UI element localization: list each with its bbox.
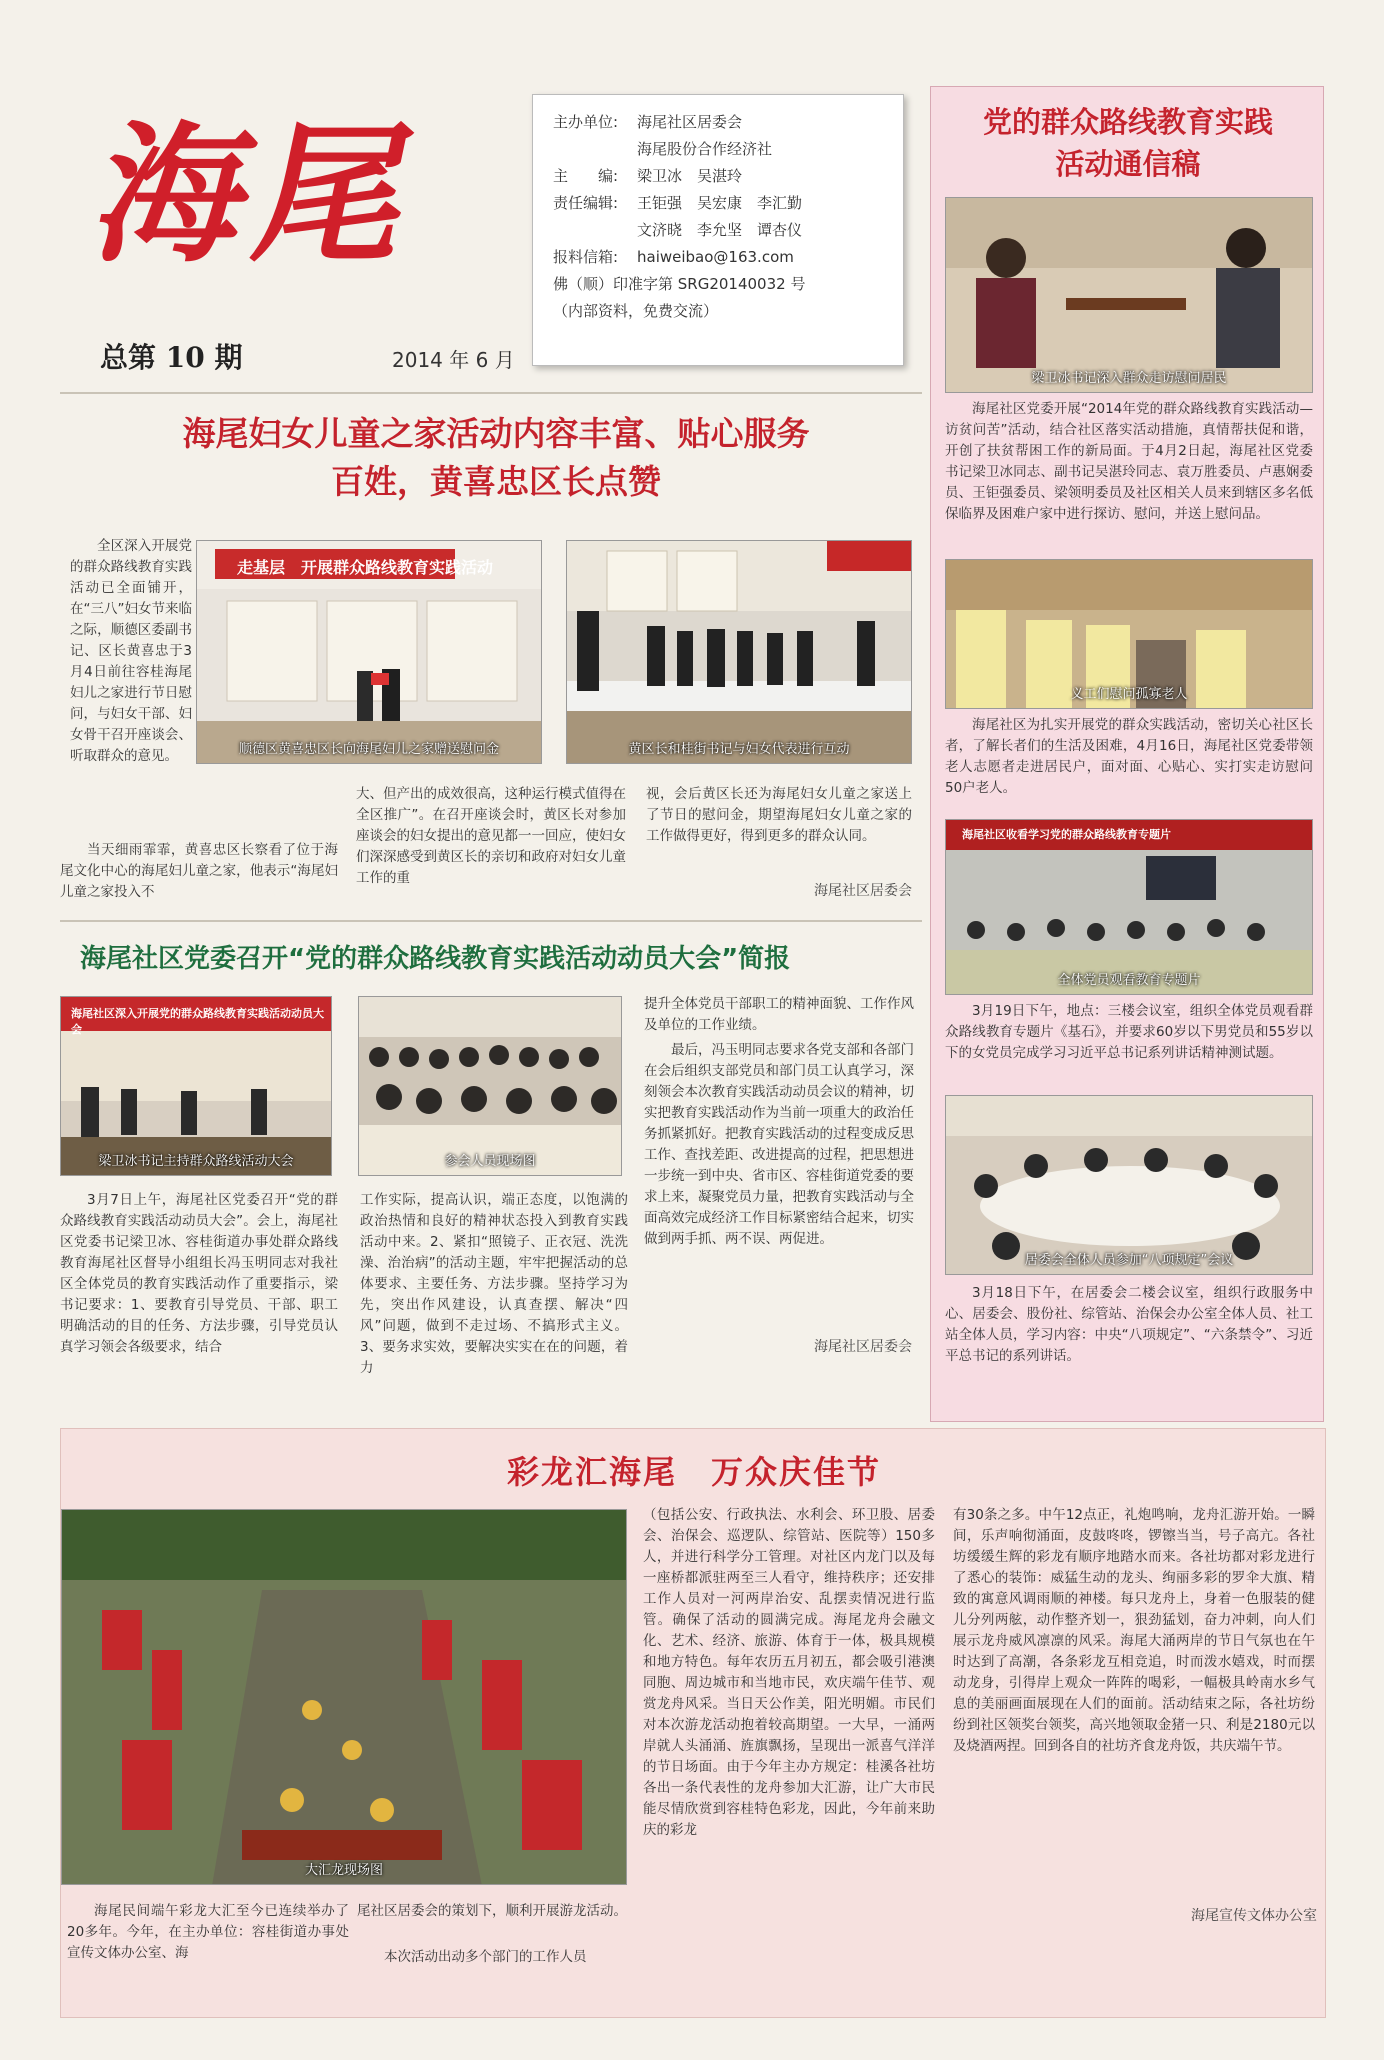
photo-caption: 梁卫冰书记深入群众走访慰问居民 — [1031, 371, 1227, 386]
article2-headline: 海尾社区党委召开“党的群众路线教育实践活动动员大会”简报 — [80, 944, 791, 974]
photo-caption: 全体党员观看教育专题片 — [1057, 973, 1201, 988]
info-value: haiweibao@163.com — [637, 248, 794, 266]
divider — [60, 392, 922, 394]
sidebar-title-line2: 活动通信稿 — [1055, 147, 1201, 181]
info-key — [553, 217, 637, 244]
article1-col2: 大、但产出的成效很高，这种运行模式值得在全区推广”。在召开座谈会时，黄区长对参加座谈会的妇女提出的意见都一一回应，使妇女们深深感受到黄区长的亲切和政府对妇女儿童工作的重 — [356, 786, 626, 886]
sidebar-text-1: 海尾社区党委开展“2014年党的群众路线教育实践活动—访贫问苦”活动，结合社区落实活动措施，真情帮扶促和谐，开创了扶贫帮困工作的新局面。于4月2日起，海尾社区党委书记梁卫冰同志、副书记吴湛玲同志、袁万胜委员、卢惠娴委员、王钜强委员、梁领明委员及社区相关人员来到辖区多名低保临界及困难户家中进行探访、慰问，并送上慰问品。 — [945, 401, 1313, 522]
publisher-info-box — [532, 94, 904, 366]
divider — [60, 920, 922, 922]
sidebar-headline — [931, 101, 1325, 185]
info-key: 主 编: — [553, 167, 619, 185]
article3-mid-col: （包括公安、行政执法、水利会、环卫股、居委会、治保会、巡逻队、综管站、医院等）150多人，并进行科学分工管理。对社区内龙门以及每一座桥都派驻两至三人看守，维持秩序；还安排工作人员对一河两岸治安、乱摆卖情况进行监管。确保了活动的圆满完成。海尾龙舟会融文化、艺术、经济、旅游、体育于一体，极具规模和地方特色。每年农历五月初五，都会吸引港澳同胞、周边城市和当地市民，欢庆端午佳节、观赏龙舟风采。当日天公作美，阳光明媚。市民们对本次游龙活动抱着较高期望。一大早，一涌两岸就人头涌涌、旌旗飘扬，呈现出一派喜气洋洋的节日场面。由于今年主办方规定：桂溪各社坊各出一条代表性的龙舟参加大汇游，让广大市民能尽情欣赏到容桂特色彩龙，因此，今年前来助庆的彩龙 — [643, 1507, 935, 1838]
photo-caption: 顺德区黄喜忠区长向海尾妇儿之家赠送慰问金 — [238, 742, 499, 757]
info-value: 文济晓 李允坚 谭杏仪 — [637, 221, 803, 239]
photo-banner: 走基层 开展群众路线教育实践活动 — [237, 558, 494, 577]
info-license: 佛（顺）印准字第 SRG20140032 号 — [553, 275, 806, 293]
masthead-title: 海尾 — [81, 107, 439, 283]
article1-photo-1 — [196, 540, 542, 764]
article1-photo-2 — [566, 540, 912, 764]
issue-date: 2014 年 6 月 — [392, 348, 515, 372]
dragon-boat-festival-image — [62, 1510, 627, 1885]
info-key — [553, 136, 637, 163]
article3-headline: 彩龙汇海尾 万众庆佳节 — [506, 1453, 881, 1491]
article1-title-line1: 海尾妇女儿童之家活动内容丰富、贴心服务 — [182, 414, 810, 453]
meeting-table-image — [567, 541, 912, 764]
article1-col3: 视，会后黄区长还为海尾妇女儿童之家送上了节日的慰问金，期望海尾妇女儿童之家的工作做得更好，得到更多的群众认同。 — [646, 786, 912, 844]
info-value: 海尾股份合作经济社 — [637, 140, 773, 158]
sidebar-text-3: 3月19日下午，地点：三楼会议室，组织全体党员观看群众路线教育专题片《基石》，并要求60岁以下男党员和55岁以下的女党员完成学习习近平总书记系列讲话精神测试题。 — [945, 1003, 1313, 1061]
sidebar-text-4: 3月18日下午，在居委会二楼会议室，组织行政服务中心、居委会、股份社、综管站、治保会办公室全体人员、社工站全体人员，学习内容：中央“八项规定”、“六条禁令”、习近平总书记的系列讲话。 — [945, 1285, 1313, 1364]
sidebar-photo-1 — [945, 197, 1313, 393]
article2-signature: 海尾社区居委会 — [814, 1339, 912, 1355]
photo-caption: 黄区长和桂街书记与妇女代表进行互动 — [628, 742, 850, 757]
article2-col2: 工作实际，提高认识，端正态度，以饱满的政治热情和良好的精神状态投入到教育实践活动中来。2、紧扣“照镜子、正衣冠、洗洗澡、治治病”的活动主题，牢牢把握活动的总体要求、主要任务、方法步骤。坚持学习为先，突出作风建设，认真查摆、解决“四风”问题，做到不走过场、不搞形式主义。3、要务求实效，要解决实实在在的问题，着力 — [360, 1192, 628, 1376]
article3-signature: 海尾宣传文体办公室 — [1191, 1908, 1317, 1924]
sidebar-column — [930, 86, 1324, 1422]
issue-number: 总第 10 期 — [100, 341, 243, 374]
article3-left-b: 尾社区居委会的策划下，顺利开展游龙活动。 — [357, 1903, 627, 1919]
home-visit-image — [946, 198, 1313, 393]
sidebar-title-line1: 党的群众路线教育实践 — [982, 105, 1273, 139]
article1-col1-bottom: 当天细雨霏霏，黄喜忠区长察看了位于海尾文化中心的海尾妇儿童之家，他表示“海尾妇儿童之家投入不 — [60, 842, 338, 900]
sidebar-photo-3 — [945, 819, 1313, 995]
photo-banner: 海尾社区深入开展党的群众路线教育实践活动动员大会 — [71, 1007, 324, 1036]
article1-headline — [70, 410, 922, 506]
article3-left-c: 本次活动出动多个部门的工作人员 — [384, 1949, 587, 1965]
photo-caption: 参会人员现场图 — [444, 1154, 536, 1169]
info-key: 主办单位: — [553, 113, 619, 131]
info-note: （内部资料，免费交流） — [553, 302, 719, 320]
article1-signature: 海尾社区居委会 — [814, 883, 912, 899]
article3-right-col: 有30条之多。中午12点正，礼炮鸣响，龙舟汇游开始。一瞬间，乐声响彻涌面，皮鼓咚咚，锣镲当当，号子高亢。各社坊缓缓生辉的彩龙有顺序地踏水而来。各社坊都对彩龙进行了悉心的装饰：威猛生动的龙头、绚丽多彩的罗伞大旗、精致的寓意风调雨顺的神楼。每只龙舟上，身着一色服装的健儿分列两舷，动作整齐划一，狠劲猛划，奋力冲刺，向人们展示龙舟威风凛凛的风采。海尾大涌两岸的节日气氛也在午时达到了高潮，各条彩龙互相竞追，时而泼水嬉戏，时而摆动龙身，引得岸上观众一阵阵的喝彩，一幅极具岭南水乡气息的美丽画面展现在人们的面前。活动结束之际，各社坊纷纷到社区领奖台领奖，高兴地领取金猪一只、利是2180元以及烧酒两捏。回到各自的社坊齐食龙舟饭，共庆端午节。 — [953, 1507, 1315, 1754]
article2-photo-1 — [60, 996, 332, 1176]
article1-col1-top: 全区深入开展党的群众路线教育实践活动已全面铺开，在“三八”妇女节来临之际，顺德区委副书记、区长黄喜忠于3月4日前往容桂海尾妇儿之家进行节日慰问，与妇女干部、妇女骨干召开座谈会、听取群众的意见。 — [70, 538, 192, 764]
photo-caption: 义工们慰问孤寡老人 — [1070, 687, 1188, 702]
info-value: 海尾社区居委会 — [637, 113, 743, 131]
article2-col3b: 最后，冯玉明同志要求各党支部和各部门在会后组织支部党员和部门员工认真学习，深刻领会本次教育实践活动动员会议的精神，切实把教育实践活动作为当前一项重大的政治任务抓紧抓好。把教育实践活动的过程变成反思工作、查找差距、改进提高的过程，把思想进一步统一到中央、省市区、容桂街道党委的要求上来，凝聚党员力量，把教育实践活动与全面高效完成经济工作目标紧密结合起来，切实做到两手抓、两不误、两促进。 — [644, 1042, 914, 1247]
photo-caption: 梁卫冰书记主持群众路线活动大会 — [98, 1154, 294, 1169]
photo-caption: 居委会全体人员参加“八项规定”会议 — [1024, 1253, 1234, 1268]
info-key: 责任编辑: — [553, 194, 619, 212]
article2-photo-2 — [358, 996, 622, 1176]
info-value: 梁卫冰 吴湛玲 — [637, 167, 743, 185]
article3-left-a: 海尾民间端午彩龙大汇至今已连续举办了20多年。今年，在主办单位：容桂街道办事处宣传文体办公室、海 — [67, 1903, 349, 1961]
article2-col3a: 提升全体党员干部职工的精神面貌、工作作风及单位的工作业绩。 — [644, 996, 914, 1033]
sidebar-text-2: 海尾社区为扎实开展党的群众实践活动，密切关心社区长者，了解长者们的生活及困难，4月16日，海尾社区党委带领老人志愿者走进居民户，面对面、心贴心、实打实走访慰问50户老人。 — [945, 717, 1313, 796]
photo-caption: 大汇龙现场图 — [304, 1863, 383, 1878]
photo-banner: 海尾社区收看学习党的群众路线教育专题片 — [962, 828, 1171, 841]
info-value: 王钜强 吴宏康 李汇勤 — [637, 194, 803, 212]
article2-col1: 3月7日上午，海尾社区党委召开“党的群众路线教育实践活动动员大会”。会上，海尾社区党委书记梁卫冰、容桂街道办事处群众路线教育海尾社区督导小组组长冯玉明同志对我社区全体党员的教育实践活动作了重要指示，梁书记要求：1、要教育引导党员、干部、职工明确活动的目的任务、方法步骤，引导党员认真学习领会各级要求，结合 — [60, 1192, 338, 1355]
dragon-boat-section — [60, 1428, 1326, 2018]
article3-photo — [61, 1509, 627, 1885]
sidebar-photo-2 — [945, 559, 1313, 709]
article1-title-line2: 百姓，黄喜忠区长点赞 — [331, 462, 661, 501]
info-key: 报料信箱: — [553, 248, 619, 266]
sidebar-photo-4 — [945, 1095, 1313, 1275]
